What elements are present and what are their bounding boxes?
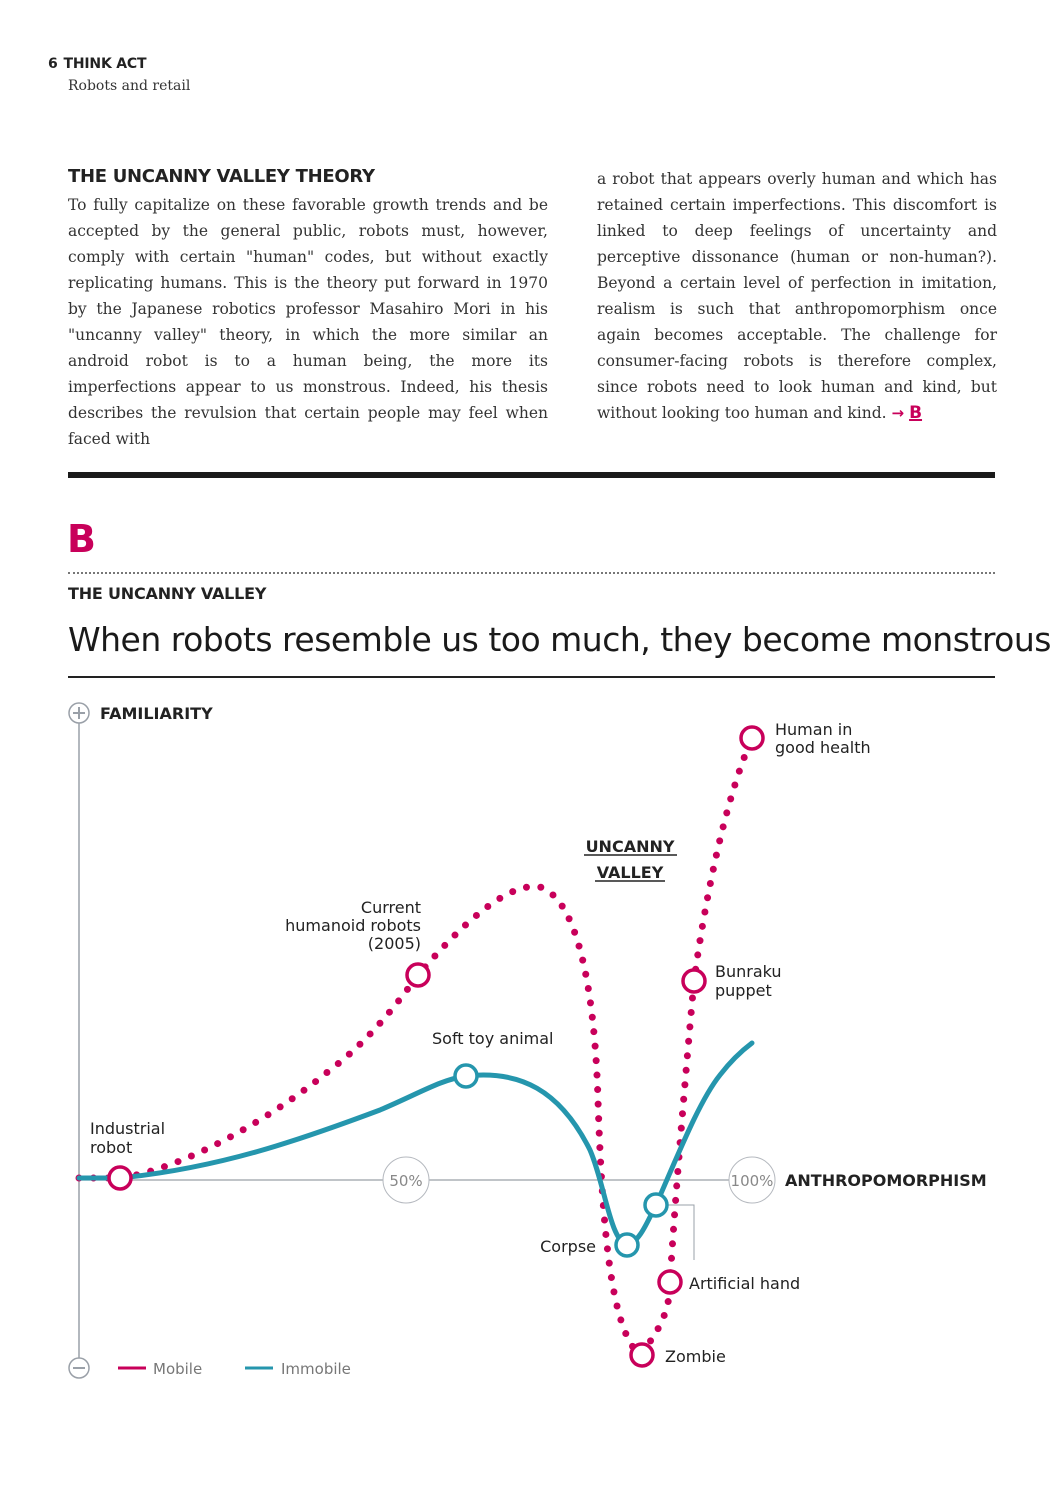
page-header	[48, 56, 190, 94]
figure-letter: B	[67, 517, 96, 561]
title-underline	[68, 676, 995, 678]
point-immobile-rising	[645, 1194, 667, 1216]
point-artificial-hand	[659, 1271, 681, 1293]
figure-label: THE UNCANNY VALLEY	[68, 584, 267, 603]
point-zombie	[631, 1344, 653, 1366]
label-humanoid-3: (2005)	[367, 934, 421, 953]
article-left-column: To fully capitalize on these favorable growth trends and be accepted by the general public, robots must, however, comply with certain "human" codes, but without exactly replicating humans. This is the theory put forward in 1970 by the Japanese robotics professor Masahiro Mori in his "uncanny valley" theory, in which the more similar an android robot is to a human being, the more its imperfections appear to us monstrous. Indeed, his thesis describes the revulsion that certain people may feel when faced with	[68, 196, 548, 448]
label-zombie: Zombie	[665, 1347, 726, 1366]
valley-label-line2: VALLEY	[596, 863, 664, 882]
label-industrial-robot-1: Industrial	[90, 1119, 166, 1138]
label-industrial-robot-2: robot	[90, 1138, 133, 1157]
minus-icon	[69, 1358, 89, 1378]
label-corpse: Corpse	[540, 1237, 596, 1256]
y-axis-label: FAMILIARITY	[100, 704, 213, 723]
point-bunraku-puppet	[683, 970, 705, 992]
label-humanoid-1: Current	[360, 898, 421, 917]
label-artificial-hand: Artificial hand	[689, 1274, 801, 1293]
label-human-2: good health	[775, 738, 871, 757]
plus-icon	[69, 703, 89, 723]
point-industrial-robot	[109, 1167, 131, 1189]
running-head	[48, 56, 190, 72]
legend	[118, 1360, 351, 1378]
label-soft-toy: Soft toy animal	[432, 1029, 554, 1048]
legend-label-immobile: Immobile	[281, 1360, 351, 1378]
x-axis-label: ANTHROPOMORPHISM	[785, 1171, 987, 1190]
label-human-1: Human in	[775, 720, 853, 739]
page-number: 6	[48, 56, 58, 72]
label-humanoid-2: humanoid robots	[285, 916, 421, 935]
tick-label-50: 50%	[389, 1172, 423, 1190]
article-heading: THE UNCANNY VALLEY THEORY	[68, 166, 375, 187]
point-human-good-health	[741, 727, 763, 749]
label-bunraku-2: puppet	[715, 981, 772, 1000]
point-corpse	[616, 1234, 638, 1256]
article-right-column	[597, 166, 997, 426]
tick-50	[383, 1157, 429, 1203]
legend-label-mobile: Mobile	[153, 1360, 203, 1378]
valley-label-line1: UNCANNY	[585, 837, 675, 856]
tick-100	[729, 1157, 775, 1203]
tick-label-100: 100%	[730, 1172, 774, 1190]
dotted-divider	[68, 572, 995, 574]
section-divider	[68, 472, 995, 478]
article-right-text: a robot that appears overly human and which has retained certain imperfections. This discomfort is linked to deep feelings of uncertainty and perceptive dissonance (human or non-human?). Beyond a certain level of perfection in imitation, realism is such that anthropomorphism once again becomes acceptable. The challenge for consumer-facing robots is therefore complex, since robots need to look human and kind, but without looking too human and kind.	[597, 170, 997, 422]
uncanny-valley-chart	[0, 690, 1063, 1410]
section-name: Robots and retail	[68, 78, 191, 94]
figure-title: When robots resemble us too much, they become monstrous	[68, 620, 1051, 659]
series-mobile-line	[79, 738, 752, 1355]
label-bunraku-1: Bunraku	[715, 962, 782, 981]
figure-reference-link[interactable]: B	[909, 403, 923, 423]
point-current-humanoid-robots	[407, 964, 429, 986]
reference-arrow: →	[891, 404, 905, 422]
publication-name: THINK ACT	[63, 56, 147, 72]
point-soft-toy-animal	[455, 1065, 477, 1087]
